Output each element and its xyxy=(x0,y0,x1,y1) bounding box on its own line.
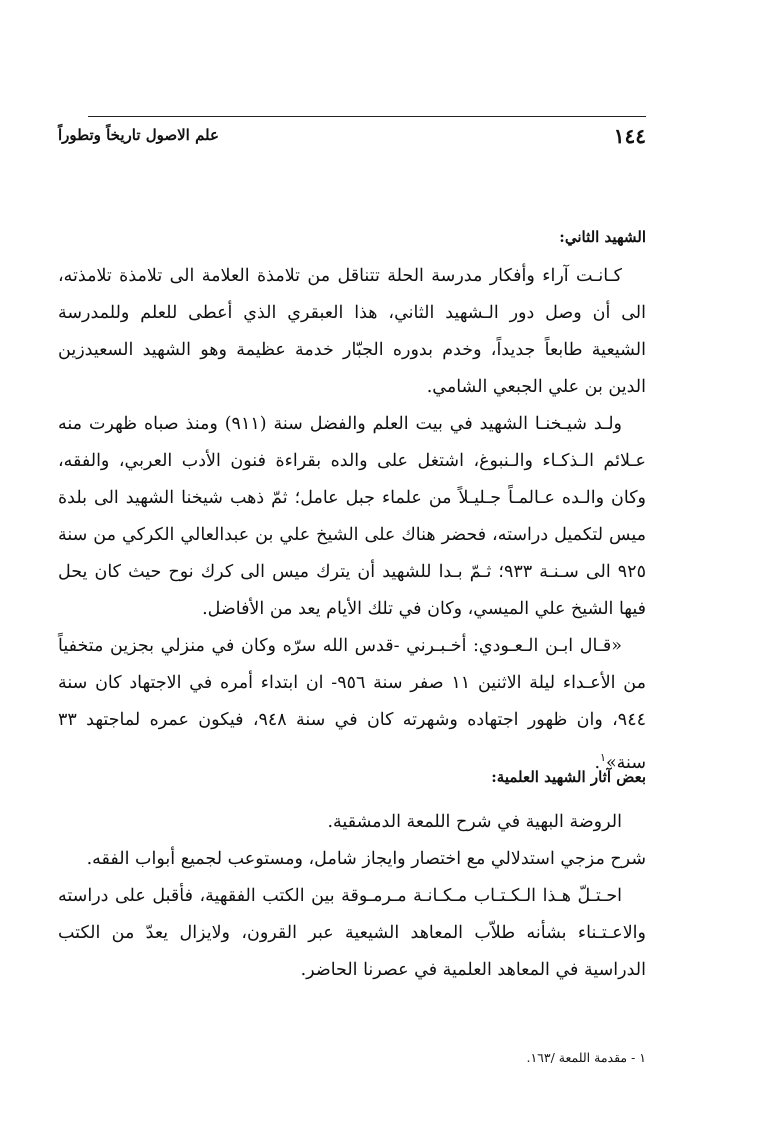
paragraph-2: ولـد شيـخنـا الشهيد في بيت العلم والفضل سنة (٩١١) ومنذ صباه ظهرت منه عـلائم الـذكـاء والـنبوغ، اشتغل على والده بقراءة فنون الأدب العربي، والفقه، وكان والـده عـالمـاً جـليـلاً من علماء جبل عامل؛ ثمّ ذهب شيخنا الشهيد الى بلدة ميس لتكميل دراسته، فحضر هناك على الشيخ علي بن عبدالعالي الكركي من سنة ٩٢٥ الى سـنـة ٩٣٣؛ ثـمّ بـدا للشهيد أن يترك ميس الى كرك نوح حيث كان يحل فيها الشيخ علي الميسي، وكان في تلك الأيام يعد من الأفاضل. xyxy=(58,414,646,619)
section-body-works xyxy=(58,804,646,989)
list-item: احـتـلّ هـذا الـكـتـاب مـكـانـة مـرمـوقة بين الكتب الفقهية، فأقبل على دراسته والاعـتـناء بشأنه طلاّب المعاهد الشيعية عبر القرون، ولايزال يعدّ من الكتب الدراسية في المعاهد العلمية في عصرنا الحاضر. xyxy=(58,886,646,980)
list-item: شرح مزجي استدلالي مع اختصار وايجاز شامل، ومستوعب لجميع أبواب الفقه. xyxy=(86,849,646,869)
running-title: علم الاصول تاريخاً وتطوراً xyxy=(58,126,219,144)
quote-text: «قـال ابـن الـعـودي: أخـبـرني -قدس الله سرّه وكان في منزلي بجزين متخفياً من الأعـداء ليلة الاثنين ١١ صفر سنة ٩٥٦- ان ابتداء أمره في الاجتهاد كان سنة ٩٤٤، وان ظهور اجتهاده وشهرته كان في سنة ٩٤٨، فيكون عمره لماجتهد ٣٣ سنة» xyxy=(58,636,646,773)
footnote-marker: ١ xyxy=(600,751,606,764)
paragraph-1: كـانـت آراء وأفكار مدرسة الحلة تتناقل من تلامذة العلامة الى تلامذة تلامذته، الى أن وصل دور الـشهيد الثاني، هذا العبقري الذي أعطى للعلم وللمدرسة الشيعية طابعاً جديداً، وخدم بدوره الجبّار خدمة عظيمة وهو الشهيد السعيدزين الدين بن علي الجبعي الشامي. xyxy=(58,266,646,397)
page-number: ١٤٤ xyxy=(613,124,646,148)
section-heading-second-martyr: الشهيد الثاني: xyxy=(559,228,646,246)
works-list xyxy=(58,804,646,989)
footnote: ١ - مقدمة اللمعة /١٦٣. xyxy=(526,1050,646,1065)
page-header xyxy=(58,110,646,150)
section-body-second-martyr xyxy=(58,258,646,782)
list-item: الروضة البهية في شرح اللمعة الدمشقية. xyxy=(327,812,622,832)
header-rule xyxy=(88,116,646,117)
section-heading-works: بعض آثار الشهيد العلمية: xyxy=(491,768,646,786)
paragraph-3-quote: «قـال ابـن الـعـودي: أخـبـرني -قدس الله سرّه وكان في منزلي بجزين متخفياً من الأعـداء ليلة الاثنين ١١ صفر سنة ٩٥٦- ان ابتداء أمره في الاجتهاد كان سنة ٩٤٤، وان ظهور اجتهاده وشهرته كان في سنة ٩٤٨، فيكون عمره لماجتهد ٣٣ سنة»$^١$. xyxy=(58,636,646,773)
